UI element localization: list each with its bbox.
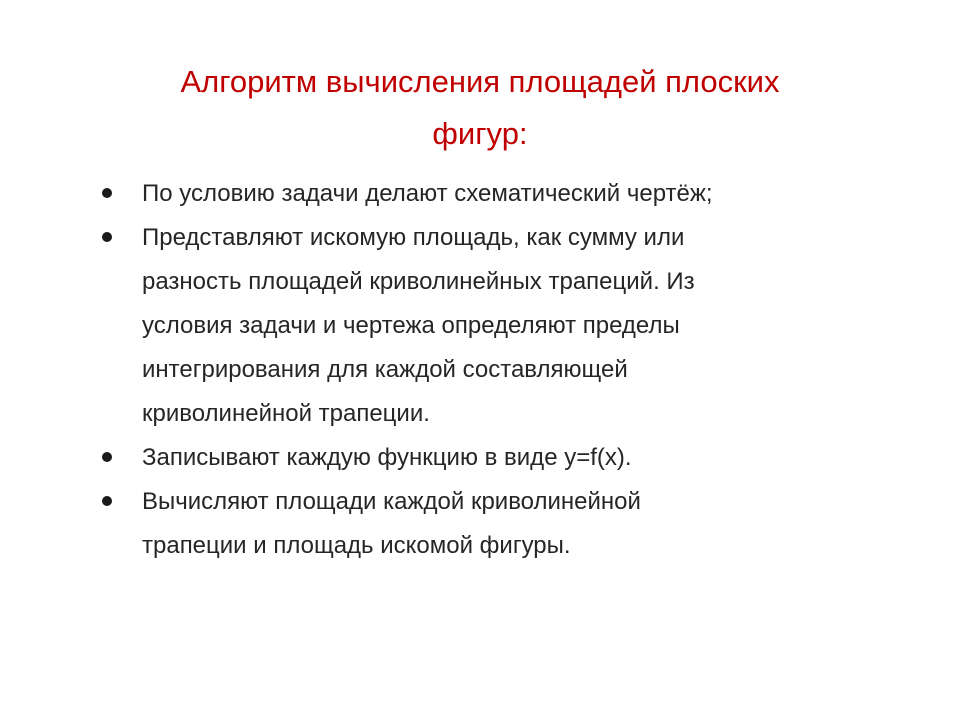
bullet-3-line-1: Записывают каждую функцию в виде y=f(x).: [142, 444, 632, 471]
bullet-item-3: [100, 436, 880, 480]
bullet-icon: [102, 452, 112, 462]
bullet-1-line-1: По условию задачи делают схематический чертёж;: [142, 180, 713, 207]
bullet-item-4: [100, 480, 880, 568]
slide-title: [120, 56, 840, 160]
bullet-4-line-2: трапеции и площадь искомой фигуры.: [142, 532, 571, 559]
bullet-icon: [102, 232, 112, 242]
bullet-list: [100, 172, 880, 568]
bullet-2-line-4: интегрирования для каждой составляющей: [142, 356, 628, 383]
title-line-1: Алгоритм вычисления площадей плоских: [180, 64, 780, 99]
bullet-icon: [102, 188, 112, 198]
bullet-item-1: [100, 172, 880, 216]
bullet-item-2: [100, 216, 880, 436]
bullet-2-line-5: криволинейной трапеции.: [142, 400, 430, 427]
title-line-2: фигур:: [432, 116, 528, 151]
bullet-4-line-1: Вычисляют площади каждой криволинейной: [142, 488, 641, 515]
bullet-2-line-1: Представляют искомую площадь, как сумму или: [142, 224, 685, 251]
bullet-2-line-3: условия задачи и чертежа определяют пределы: [142, 312, 680, 339]
bullet-icon: [102, 496, 112, 506]
bullet-2-line-2: разность площадей криволинейных трапеций. Из: [142, 268, 695, 295]
